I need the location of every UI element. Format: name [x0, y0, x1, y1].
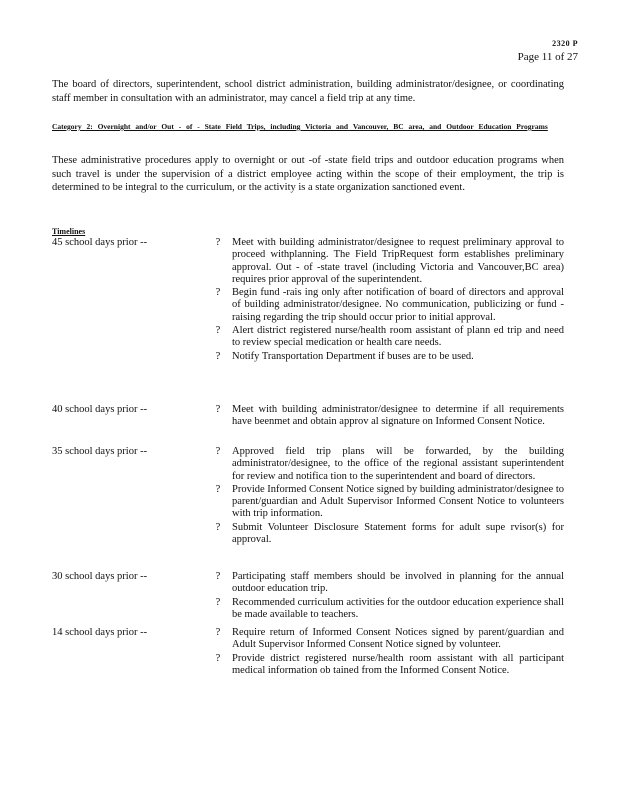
policy-code: 2320 P [552, 39, 578, 48]
timeline-item-text: Recommended curriculum activities for the outdoor education experience shall be made available to teachers. [232, 596, 564, 620]
timeline-label: 45 school days prior -- [52, 237, 148, 248]
timeline-item [212, 325, 564, 350]
category-heading: Category 2: Overnight and/or Out - of - State Field Trips, including Victoria and Vancouver, BC area, and Outdoor Education Programs [52, 122, 548, 131]
timeline-item-text: Provide district registered nurse/health room assistant with all participant medical information ob tained from the Informed Consent Notice. [232, 652, 564, 676]
timelines-heading: Timelines [52, 227, 86, 236]
timeline-item-text: Provide Informed Consent Notice signed by building administrator/designee to parent/guardian and Adult Supervisor Informed Consent Notice to volunteers with trip information. [232, 483, 564, 520]
bullet-icon: ? [215, 325, 221, 337]
timeline-item [212, 484, 564, 521]
timeline-item [212, 446, 564, 483]
bullet-icon: ? [215, 287, 221, 299]
timeline-item [212, 522, 564, 547]
timeline-label: 14 school days prior -- [52, 627, 148, 638]
timeline-item-text: Alert district registered nurse/health room assistant of plann ed trip and need to review special medication or health care needs. [232, 325, 564, 349]
timeline-item [212, 571, 564, 596]
timeline-item-text: Begin fund -rais ing only after notification of board of directors and approval of building administrator/designee. No communication, publicizing or fund -raising regarding the trip should occur prior to initial approval. [232, 287, 564, 323]
timeline-item [212, 653, 564, 678]
timeline-item [212, 597, 564, 622]
bullet-icon: ? [215, 521, 221, 533]
timeline-items [212, 627, 564, 678]
bullet-icon: ? [215, 404, 221, 415]
timeline-item [212, 237, 564, 286]
page-number: Page 11 of 27 [517, 51, 578, 63]
timeline-item-text: Notify Transportation Department if buses are to be used. [232, 350, 474, 362]
timeline-item [212, 404, 564, 429]
timeline-label: 40 school days prior -- [52, 404, 148, 415]
bullet-icon: ? [215, 350, 221, 362]
timeline-items [212, 404, 564, 430]
body-paragraph: These administrative procedures apply to overnight or out -of -state field trips and outdoor education programs when such travel is under the supervision of a district employee acting within the scope of their employment, the trip is determined to be integral to the curriculum, or the activity is a state organization sanctioned event. [52, 155, 564, 193]
bullet-icon: ? [215, 652, 221, 664]
timeline-item-text: Meet with building administrator/designee to request preliminary approval to proceed withplanning. The Field TripRequest form establishes preliminary approval. Out - of -state travel (including Victoria and Vancouver,BC area) requires prior approval of the superintendent. [232, 237, 564, 285]
bullet-icon: ? [215, 627, 221, 638]
timeline-items [212, 571, 564, 622]
bullet-icon: ? [215, 446, 221, 457]
timeline-item [212, 351, 564, 363]
timeline-item [212, 287, 564, 324]
timeline-item-text: Approved field trip plans will be forwarded, by the building administrator/designee, to the office of the regional assistant superintendent for review and notifica tion to the superintendent and board of directors. [232, 446, 564, 482]
bullet-icon: ? [215, 571, 221, 582]
bullet-icon: ? [215, 483, 221, 495]
timeline-item-text: Participating staff members should be involved in planning for the annual outdoor education trip. [232, 571, 564, 595]
timeline-item [212, 627, 564, 652]
timeline-items [212, 237, 564, 364]
intro-paragraph: The board of directors, superintendent, school district administration, building administrator/designee, or coordinating staff member in consultation with an administrator, may cancel a field trip at any time. [52, 79, 564, 104]
timeline-item-text: Submit Volunteer Disclosure Statement forms for adult supe rvisor(s) for approval. [232, 521, 564, 546]
bullet-icon: ? [215, 596, 221, 608]
timeline-label: 35 school days prior -- [52, 446, 148, 457]
timeline-item-text: Meet with building administrator/designee to determine if all requirements have beenmet and obtain approv al signature on Informed Consent Notice. [232, 404, 564, 428]
timeline-item-text: Require return of Informed Consent Notices signed by parent/guardian and Adult Supervisor Informed Consent Notice signed by volunteer. [232, 627, 564, 651]
timeline-label: 30 school days prior -- [52, 571, 148, 582]
bullet-icon: ? [215, 237, 221, 248]
timeline-items [212, 446, 564, 547]
